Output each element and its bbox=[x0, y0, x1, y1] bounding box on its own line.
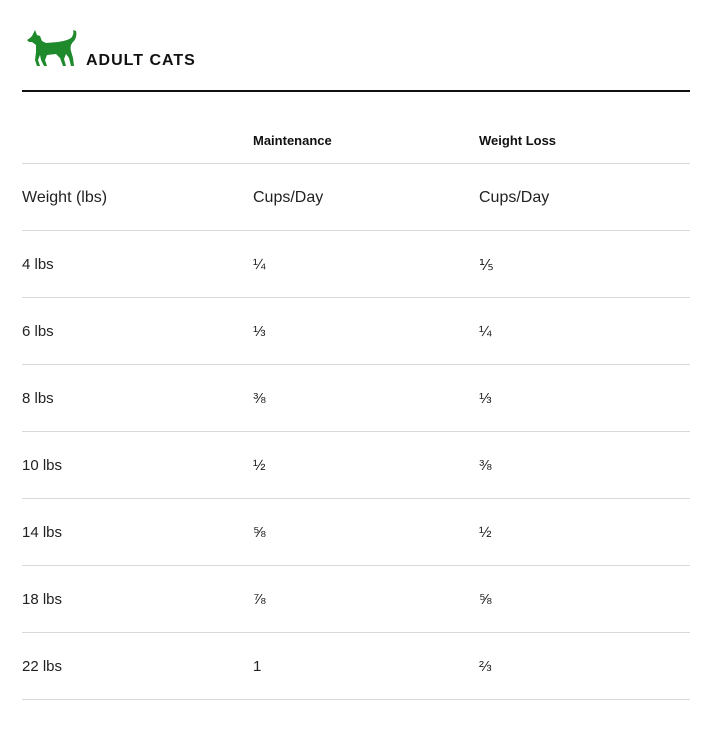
maintenance-cell: ⅝ bbox=[253, 524, 266, 541]
table-row bbox=[22, 365, 690, 432]
subheader-weight-loss-unit: Cups/Day bbox=[479, 189, 550, 206]
weight-loss-cell: ⅕ bbox=[479, 257, 494, 274]
table-row bbox=[22, 633, 690, 700]
maintenance-cell: ⅓ bbox=[253, 323, 266, 340]
column-header-weight-loss: Weight Loss bbox=[479, 133, 557, 148]
weight-loss-cell: ⅝ bbox=[479, 591, 492, 608]
weight-cell: 4 lbs bbox=[22, 256, 54, 273]
maintenance-cell: ½ bbox=[253, 457, 266, 474]
table-row bbox=[22, 499, 690, 566]
table-header-row bbox=[22, 116, 690, 164]
table-subheader-row bbox=[22, 164, 690, 231]
table-row bbox=[22, 231, 690, 298]
weight-cell: 10 lbs bbox=[22, 457, 63, 474]
maintenance-cell: ¼ bbox=[253, 256, 266, 273]
subheader-weight: Weight (lbs) bbox=[22, 189, 108, 206]
page-title: ADULT CATS bbox=[86, 52, 196, 69]
table-row bbox=[22, 298, 690, 365]
maintenance-cell: 1 bbox=[253, 658, 262, 675]
weight-loss-cell: ¼ bbox=[479, 323, 492, 340]
weight-cell: 6 lbs bbox=[22, 323, 54, 340]
weight-cell: 18 lbs bbox=[22, 591, 63, 608]
maintenance-cell: ⅜ bbox=[253, 390, 266, 407]
feeding-table bbox=[22, 116, 690, 700]
weight-loss-cell: ⅔ bbox=[479, 658, 492, 675]
table-row bbox=[22, 432, 690, 499]
cat-icon bbox=[26, 28, 78, 70]
weight-loss-cell: ⅜ bbox=[479, 457, 492, 474]
column-header-maintenance: Maintenance bbox=[253, 133, 332, 148]
table-row bbox=[22, 566, 690, 633]
weight-cell: 22 lbs bbox=[22, 658, 63, 675]
subheader-maintenance-unit: Cups/Day bbox=[253, 189, 324, 206]
weight-loss-cell: ½ bbox=[479, 524, 492, 541]
weight-loss-cell: ⅓ bbox=[479, 390, 492, 407]
weight-cell: 14 lbs bbox=[22, 524, 63, 541]
feeding-header bbox=[22, 28, 690, 92]
maintenance-cell: ⅞ bbox=[253, 591, 266, 608]
weight-cell: 8 lbs bbox=[22, 390, 54, 407]
